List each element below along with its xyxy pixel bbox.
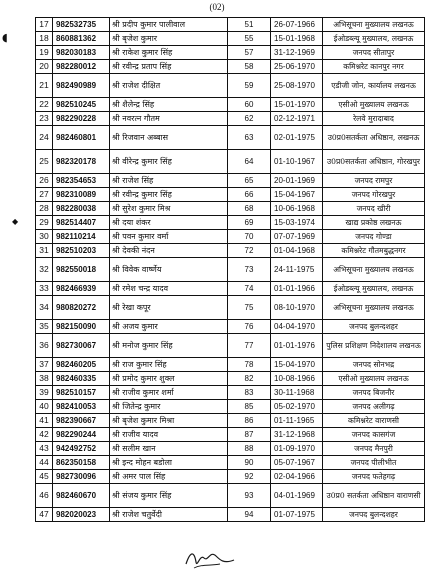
rank-number-cell: 78 bbox=[228, 358, 271, 372]
serial-number-cell: 45 bbox=[36, 470, 53, 484]
pno-cell: 982390667 bbox=[53, 414, 110, 428]
rank-number-cell: 64 bbox=[228, 150, 271, 174]
rank-number-cell: 90 bbox=[228, 456, 271, 470]
date-of-birth-cell: 01-07-1975 bbox=[271, 508, 323, 522]
name-cell: श्री नवरत्न गौतम bbox=[110, 112, 228, 126]
table-row bbox=[36, 74, 425, 98]
serial-number-cell: 23 bbox=[36, 112, 53, 126]
serial-number-cell: 35 bbox=[36, 320, 53, 334]
pno-cell: 982730096 bbox=[53, 470, 110, 484]
serial-number-cell: 36 bbox=[36, 334, 53, 358]
name-cell: श्री रमेश चन्द्र यादव bbox=[110, 282, 228, 296]
date-of-birth-cell: 30-11-1968 bbox=[271, 386, 323, 400]
serial-number-cell: 32 bbox=[36, 258, 53, 282]
table-row bbox=[36, 296, 425, 320]
posting-cell: जनपद बुलन्दशहर bbox=[323, 320, 425, 334]
rank-number-cell: 77 bbox=[228, 334, 271, 358]
date-of-birth-cell: 10-08-1966 bbox=[271, 372, 323, 386]
name-cell: श्री राजीव यादव bbox=[110, 428, 228, 442]
table-row bbox=[36, 456, 425, 470]
date-of-birth-cell: 01-01-1976 bbox=[271, 334, 323, 358]
name-cell: श्री राजेश दीक्षित bbox=[110, 74, 228, 98]
rank-number-cell: 57 bbox=[228, 46, 271, 60]
date-of-birth-cell: 02-01-1975 bbox=[271, 126, 323, 150]
date-of-birth-cell: 15-03-1974 bbox=[271, 216, 323, 230]
serial-number-cell: 33 bbox=[36, 282, 53, 296]
posting-cell: एडीजी जोन, कार्यालय लखनऊ bbox=[323, 74, 425, 98]
serial-number-cell: 19 bbox=[36, 46, 53, 60]
table-row bbox=[36, 188, 425, 202]
table-row bbox=[36, 428, 425, 442]
name-cell: श्री रवीन्द्र कुमार सिंह bbox=[110, 188, 228, 202]
table-row bbox=[36, 358, 425, 372]
name-cell: श्री संजय कुमार सिंह bbox=[110, 484, 228, 508]
name-cell: श्री इन्द मोहन बडोला bbox=[110, 456, 228, 470]
date-of-birth-cell: 20-01-1969 bbox=[271, 174, 323, 188]
date-of-birth-cell: 01-01-1966 bbox=[271, 282, 323, 296]
table-row bbox=[36, 258, 425, 282]
date-of-birth-cell: 07-07-1969 bbox=[271, 230, 323, 244]
date-of-birth-cell: 15-01-1970 bbox=[271, 98, 323, 112]
serial-number-cell: 40 bbox=[36, 400, 53, 414]
pno-cell: 982550018 bbox=[53, 258, 110, 282]
table-row bbox=[36, 32, 425, 46]
serial-number-cell: 44 bbox=[36, 456, 53, 470]
table-row bbox=[36, 112, 425, 126]
page-number: (02) bbox=[209, 2, 225, 12]
date-of-birth-cell: 04-01-1969 bbox=[271, 484, 323, 508]
posting-cell: जनपद पीलीभीत bbox=[323, 456, 425, 470]
table-row bbox=[36, 216, 425, 230]
name-cell: श्री राज कुमार सिंह bbox=[110, 358, 228, 372]
pno-cell: 982110214 bbox=[53, 230, 110, 244]
date-of-birth-cell: 02-12-1971 bbox=[271, 112, 323, 126]
table-row bbox=[36, 320, 425, 334]
posting-cell: जनपद मैनपुरी bbox=[323, 442, 425, 456]
date-of-birth-cell: 25-08-1970 bbox=[271, 74, 323, 98]
date-of-birth-cell: 10-06-1968 bbox=[271, 202, 323, 216]
date-of-birth-cell: 02-04-1966 bbox=[271, 470, 323, 484]
name-cell: श्री राकेश कुमार सिंह bbox=[110, 46, 228, 60]
serial-number-cell: 42 bbox=[36, 428, 53, 442]
rank-number-cell: 65 bbox=[228, 174, 271, 188]
pno-cell: 982730067 bbox=[53, 334, 110, 358]
table-row bbox=[36, 202, 425, 216]
serial-number-cell: 18 bbox=[36, 32, 53, 46]
pno-cell: 982150090 bbox=[53, 320, 110, 334]
date-of-birth-cell: 24-11-1975 bbox=[271, 258, 323, 282]
serial-number-cell: 43 bbox=[36, 442, 53, 456]
date-of-birth-cell: 01-09-1970 bbox=[271, 442, 323, 456]
table-row bbox=[36, 400, 425, 414]
pno-cell: 982290228 bbox=[53, 112, 110, 126]
posting-cell: एसीओ मुख्यालय लखनऊ bbox=[323, 98, 425, 112]
date-of-birth-cell: 05-02-1970 bbox=[271, 400, 323, 414]
serial-number-cell: 28 bbox=[36, 202, 53, 216]
table-row bbox=[36, 386, 425, 400]
table-row bbox=[36, 334, 425, 358]
name-cell: श्री दया शंकर bbox=[110, 216, 228, 230]
rank-number-cell: 72 bbox=[228, 244, 271, 258]
posting-cell: जनपद रामपुर bbox=[323, 174, 425, 188]
pno-cell: 980820272 bbox=[53, 296, 110, 320]
table-row bbox=[36, 230, 425, 244]
date-of-birth-cell: 31-12-1968 bbox=[271, 428, 323, 442]
table-row bbox=[36, 442, 425, 456]
pno-cell: 982460205 bbox=[53, 358, 110, 372]
date-of-birth-cell: 05-07-1967 bbox=[271, 456, 323, 470]
rank-number-cell: 86 bbox=[228, 414, 271, 428]
pno-cell: 982532735 bbox=[53, 18, 110, 32]
pno-cell: 942492752 bbox=[53, 442, 110, 456]
rank-number-cell: 74 bbox=[228, 282, 271, 296]
date-of-birth-cell: 26-07-1966 bbox=[271, 18, 323, 32]
date-of-birth-cell: 25-06-1970 bbox=[271, 60, 323, 74]
serial-number-cell: 21 bbox=[36, 74, 53, 98]
pno-cell: 982290244 bbox=[53, 428, 110, 442]
rank-number-cell: 51 bbox=[228, 18, 271, 32]
posting-cell: उ0प्र0 सतर्कता अधिष्ठान वाराणसी bbox=[323, 484, 425, 508]
name-cell: श्री जितेन्द्र कुमार bbox=[110, 400, 228, 414]
personnel-table bbox=[35, 17, 425, 522]
date-of-birth-cell: 04-04-1970 bbox=[271, 320, 323, 334]
serial-number-cell: 31 bbox=[36, 244, 53, 258]
posting-cell: रेलवे मुरादाबाद bbox=[323, 112, 425, 126]
pno-cell: 982020023 bbox=[53, 508, 110, 522]
rank-number-cell: 69 bbox=[228, 216, 271, 230]
posting-cell: अभिसूचना मुख्यालय लखनऊ bbox=[323, 18, 425, 32]
pno-cell: 982514407 bbox=[53, 216, 110, 230]
serial-number-cell: 39 bbox=[36, 386, 53, 400]
posting-cell: कमिश्नरेट गौतमबुद्धनगर bbox=[323, 244, 425, 258]
serial-number-cell: 20 bbox=[36, 60, 53, 74]
pno-cell: 982510245 bbox=[53, 98, 110, 112]
date-of-birth-cell: 01-04-1968 bbox=[271, 244, 323, 258]
pno-cell: 982280012 bbox=[53, 60, 110, 74]
pno-cell: 982030183 bbox=[53, 46, 110, 60]
rank-number-cell: 83 bbox=[228, 386, 271, 400]
posting-cell: जनपद फतेहगढ़ bbox=[323, 470, 425, 484]
rank-number-cell: 94 bbox=[228, 508, 271, 522]
name-cell: श्री रवीन्द्र प्रताप सिंह bbox=[110, 60, 228, 74]
pno-cell: 982460335 bbox=[53, 372, 110, 386]
table-row bbox=[36, 414, 425, 428]
posting-cell: जनपद अलीगढ़ bbox=[323, 400, 425, 414]
posting-cell: जनपद सीतापुर bbox=[323, 46, 425, 60]
rank-number-cell: 68 bbox=[228, 202, 271, 216]
name-cell: श्री अमर पाल सिंह bbox=[110, 470, 228, 484]
table-row bbox=[36, 470, 425, 484]
posting-cell: कमिश्नरेट वाराणसी bbox=[323, 414, 425, 428]
rank-number-cell: 55 bbox=[228, 32, 271, 46]
date-of-birth-cell: 08-10-1970 bbox=[271, 296, 323, 320]
rank-number-cell: 76 bbox=[228, 320, 271, 334]
pno-cell: 982320178 bbox=[53, 150, 110, 174]
pno-cell: 982354653 bbox=[53, 174, 110, 188]
posting-cell: उ0प्र0सतर्कता अधिष्ठान, लखनऊ bbox=[323, 126, 425, 150]
name-cell: श्री राजीव कुमार शर्मा bbox=[110, 386, 228, 400]
rank-number-cell: 93 bbox=[228, 484, 271, 508]
table-row bbox=[36, 60, 425, 74]
rank-number-cell: 87 bbox=[228, 428, 271, 442]
serial-number-cell: 37 bbox=[36, 358, 53, 372]
date-of-birth-cell: 15-01-1968 bbox=[271, 32, 323, 46]
rank-number-cell: 60 bbox=[228, 98, 271, 112]
rank-number-cell: 63 bbox=[228, 126, 271, 150]
name-cell: श्री राजेश सिंह bbox=[110, 174, 228, 188]
name-cell: श्री बृजेश कुमार मिश्रा bbox=[110, 414, 228, 428]
posting-cell: ईओडब्ल्यू मुख्यालय, लखनऊ bbox=[323, 282, 425, 296]
pno-cell: 982510203 bbox=[53, 244, 110, 258]
pno-cell: 982490989 bbox=[53, 74, 110, 98]
pno-cell: 982510157 bbox=[53, 386, 110, 400]
serial-number-cell: 17 bbox=[36, 18, 53, 32]
name-cell: श्री अजय कुमार bbox=[110, 320, 228, 334]
rank-number-cell: 85 bbox=[228, 400, 271, 414]
rank-number-cell: 58 bbox=[228, 60, 271, 74]
date-of-birth-cell: 31-12-1969 bbox=[271, 46, 323, 60]
posting-cell: अभिसूचना मुख्यालय लखनऊ bbox=[323, 258, 425, 282]
name-cell: श्री देवकी नंदन bbox=[110, 244, 228, 258]
table-row bbox=[36, 174, 425, 188]
name-cell: श्री शैलेन्द्र सिंह bbox=[110, 98, 228, 112]
pno-cell: 982310089 bbox=[53, 188, 110, 202]
margin-tick-mark: ◆ bbox=[12, 217, 19, 226]
name-cell: श्री रेखा कपूर bbox=[110, 296, 228, 320]
serial-number-cell: 29 bbox=[36, 216, 53, 230]
serial-number-cell: 46 bbox=[36, 484, 53, 508]
name-cell: श्री राजेश चतुर्वेदी bbox=[110, 508, 228, 522]
table-row bbox=[36, 484, 425, 508]
rank-number-cell: 70 bbox=[228, 230, 271, 244]
margin-mark: ◖ bbox=[2, 31, 8, 44]
name-cell: श्री वीरेन्द्र कुमार सिंह bbox=[110, 150, 228, 174]
name-cell: श्री विवेक वार्ष्णेय bbox=[110, 258, 228, 282]
pno-cell: 982460801 bbox=[53, 126, 110, 150]
date-of-birth-cell: 15-04-1970 bbox=[271, 358, 323, 372]
posting-cell: खाद्य प्रकोष्ठ लखनऊ bbox=[323, 216, 425, 230]
rank-number-cell: 88 bbox=[228, 442, 271, 456]
serial-number-cell: 34 bbox=[36, 296, 53, 320]
handwritten-signature bbox=[180, 544, 240, 574]
posting-cell: जनपद बुलन्दशहर bbox=[323, 508, 425, 522]
rank-number-cell: 82 bbox=[228, 372, 271, 386]
serial-number-cell: 30 bbox=[36, 230, 53, 244]
name-cell: श्री प्रमोद कुमार शुक्ल bbox=[110, 372, 228, 386]
name-cell: श्री रिजवान अब्बास bbox=[110, 126, 228, 150]
table-row bbox=[36, 18, 425, 32]
serial-number-cell: 25 bbox=[36, 150, 53, 174]
serial-number-cell: 24 bbox=[36, 126, 53, 150]
pno-cell: 982466939 bbox=[53, 282, 110, 296]
table-row bbox=[36, 282, 425, 296]
posting-cell: उ0प्र0सतर्कता अधिष्ठान, गोरखपुर bbox=[323, 150, 425, 174]
table-row bbox=[36, 98, 425, 112]
pno-cell: 982460670 bbox=[53, 484, 110, 508]
name-cell: श्री बृजेश कुमार bbox=[110, 32, 228, 46]
posting-cell: जनपद खीरी bbox=[323, 202, 425, 216]
name-cell: श्री सुरेश कुमार मिश्र bbox=[110, 202, 228, 216]
posting-cell: पुलिस प्रशिक्षण निदेशालय लखनऊ bbox=[323, 334, 425, 358]
date-of-birth-cell: 01-10-1967 bbox=[271, 150, 323, 174]
posting-cell: जनपद सोनभद्र bbox=[323, 358, 425, 372]
posting-cell: एसीओ मुख्यालय लखनऊ bbox=[323, 372, 425, 386]
rank-number-cell: 59 bbox=[228, 74, 271, 98]
posting-cell: कमिश्नरेट कानपुर नगर bbox=[323, 60, 425, 74]
serial-number-cell: 27 bbox=[36, 188, 53, 202]
table-row bbox=[36, 150, 425, 174]
rank-number-cell: 73 bbox=[228, 258, 271, 282]
rank-number-cell: 75 bbox=[228, 296, 271, 320]
table-row bbox=[36, 244, 425, 258]
pno-cell: 982280038 bbox=[53, 202, 110, 216]
table-row bbox=[36, 126, 425, 150]
table-row bbox=[36, 46, 425, 60]
posting-cell: ईओडब्ल्यू मुख्यालय, लखनऊ bbox=[323, 32, 425, 46]
posting-cell: जनपद गोण्डा bbox=[323, 230, 425, 244]
posting-cell: जनपद गोरखपुर bbox=[323, 188, 425, 202]
rank-number-cell: 92 bbox=[228, 470, 271, 484]
serial-number-cell: 22 bbox=[36, 98, 53, 112]
rank-number-cell: 66 bbox=[228, 188, 271, 202]
pno-cell: 860881362 bbox=[53, 32, 110, 46]
date-of-birth-cell: 15-04-1967 bbox=[271, 188, 323, 202]
pno-cell: 862350158 bbox=[53, 456, 110, 470]
name-cell: श्री सलीम खान bbox=[110, 442, 228, 456]
name-cell: श्री मनोज कुमार सिंह bbox=[110, 334, 228, 358]
table-row bbox=[36, 372, 425, 386]
serial-number-cell: 41 bbox=[36, 414, 53, 428]
posting-cell: जनपद बिजनौर bbox=[323, 386, 425, 400]
name-cell: श्री प्रदीप कुमार पालीवाल bbox=[110, 18, 228, 32]
posting-cell: जनपद कासगंज bbox=[323, 428, 425, 442]
rank-number-cell: 62 bbox=[228, 112, 271, 126]
table-row bbox=[36, 508, 425, 522]
serial-number-cell: 38 bbox=[36, 372, 53, 386]
posting-cell: अभिसूचना मुख्यालय लखनऊ bbox=[323, 296, 425, 320]
pno-cell: 982410053 bbox=[53, 400, 110, 414]
name-cell: श्री पवन कुमार वर्मा bbox=[110, 230, 228, 244]
serial-number-cell: 26 bbox=[36, 174, 53, 188]
date-of-birth-cell: 01-11-1965 bbox=[271, 414, 323, 428]
serial-number-cell: 47 bbox=[36, 508, 53, 522]
